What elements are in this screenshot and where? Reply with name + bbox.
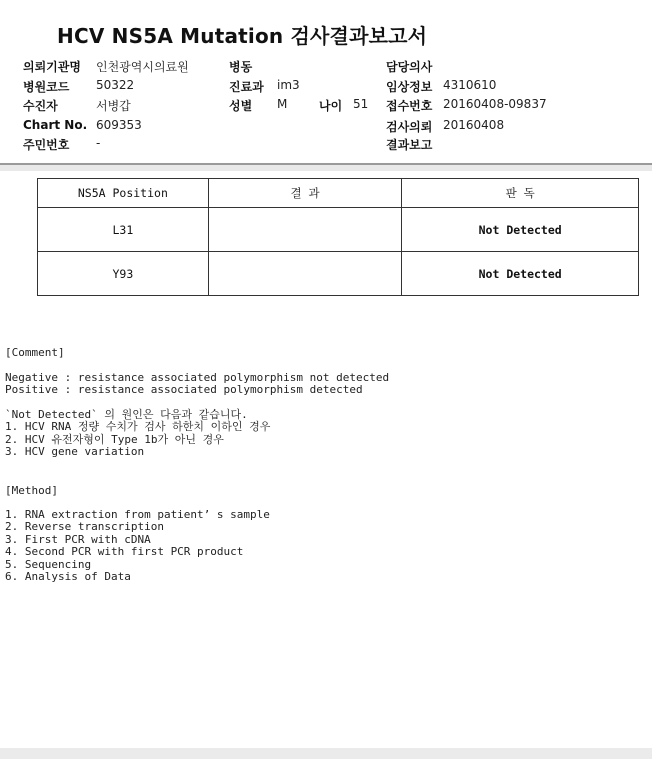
resident-no-value: - xyxy=(96,136,101,150)
ward-label: 병동 xyxy=(229,60,253,74)
department-value: im3 xyxy=(277,78,300,92)
info-row-4 xyxy=(0,118,652,136)
resident-no-label: 주민번호 xyxy=(23,138,70,152)
comment-negative: Negative : resistance associated polymorphism not detected xyxy=(5,371,390,384)
clinical-info-label: 임상정보 xyxy=(386,80,433,94)
examinee-value: 서병갑 xyxy=(96,99,131,113)
info-row-3 xyxy=(0,97,652,115)
comment-positive: Positive : resistance associated polymorphism detected xyxy=(5,383,363,396)
table-row xyxy=(38,208,639,252)
method-step: 5. Sequencing xyxy=(5,558,92,571)
not-detected-intro: `Not Detected` 의 원인은 다음과 같습니다. xyxy=(5,408,248,421)
info-row-2 xyxy=(0,78,652,96)
method-step: 2. Reverse transcription xyxy=(5,520,164,533)
comment-heading: [Comment] xyxy=(5,346,65,359)
row-position: Y93 xyxy=(38,252,209,296)
row-result xyxy=(208,208,402,252)
institution-label: 의뢰기관명 xyxy=(23,60,81,74)
report-title: HCV NS5A Mutation 검사결과보고서 xyxy=(57,24,428,48)
report-label: 결과보고 xyxy=(386,138,433,152)
reason-item: 3. HCV gene variation xyxy=(5,445,145,458)
header-gap-band xyxy=(0,165,652,171)
chart-no-value: 609353 xyxy=(96,118,142,132)
method-step: 4. Second PCR with first PCR product xyxy=(5,545,244,558)
sex-value: M xyxy=(277,97,288,111)
info-row-1 xyxy=(0,58,652,76)
request-date-label: 검사의뢰 xyxy=(386,120,433,134)
hospital-code-value: 50322 xyxy=(96,78,135,92)
hospital-code-label: 병원코드 xyxy=(23,80,70,94)
clinical-info-value: 4310610 xyxy=(443,78,497,92)
row-position: L31 xyxy=(38,208,209,252)
method-heading: [Method] xyxy=(5,484,58,497)
receipt-value: 20160408-09837 xyxy=(443,97,547,111)
sex-label: 성별 xyxy=(229,99,253,113)
header-result: 결 과 xyxy=(208,179,402,208)
table-header-row xyxy=(38,179,639,208)
row-result xyxy=(208,252,402,296)
reason-item: 2. HCV 유전자형이 Type 1b가 아닌 경우 xyxy=(5,433,224,446)
info-row-5 xyxy=(0,136,652,154)
report-header xyxy=(0,0,652,163)
doctor-label: 담당의사 xyxy=(386,60,433,74)
row-judgement: Not Detected xyxy=(402,208,639,252)
receipt-label: 접수번호 xyxy=(386,99,433,113)
result-table xyxy=(37,178,639,296)
age-value: 51 xyxy=(353,97,369,111)
examinee-label: 수진자 xyxy=(23,99,58,113)
chart-no-label: Chart No. xyxy=(23,118,88,132)
header-judgement: 판 독 xyxy=(402,179,639,208)
department-label: 진료과 xyxy=(229,80,264,94)
method-step: 1. RNA extraction from patient’ s sample xyxy=(5,508,270,521)
page-bottom-band xyxy=(0,748,652,759)
table-row xyxy=(38,252,639,296)
institution-value: 인천광역시의료원 xyxy=(96,60,189,74)
header-position: NS5A Position xyxy=(38,179,209,208)
row-judgement: Not Detected xyxy=(402,252,639,296)
age-label: 나이 xyxy=(319,99,343,113)
method-step: 3. First PCR with cDNA xyxy=(5,533,151,546)
request-date-value: 20160408 xyxy=(443,118,505,132)
method-step: 6. Analysis of Data xyxy=(5,570,131,583)
reason-item: 1. HCV RNA 정량 수치가 검사 하한치 이하인 경우 xyxy=(5,420,271,433)
